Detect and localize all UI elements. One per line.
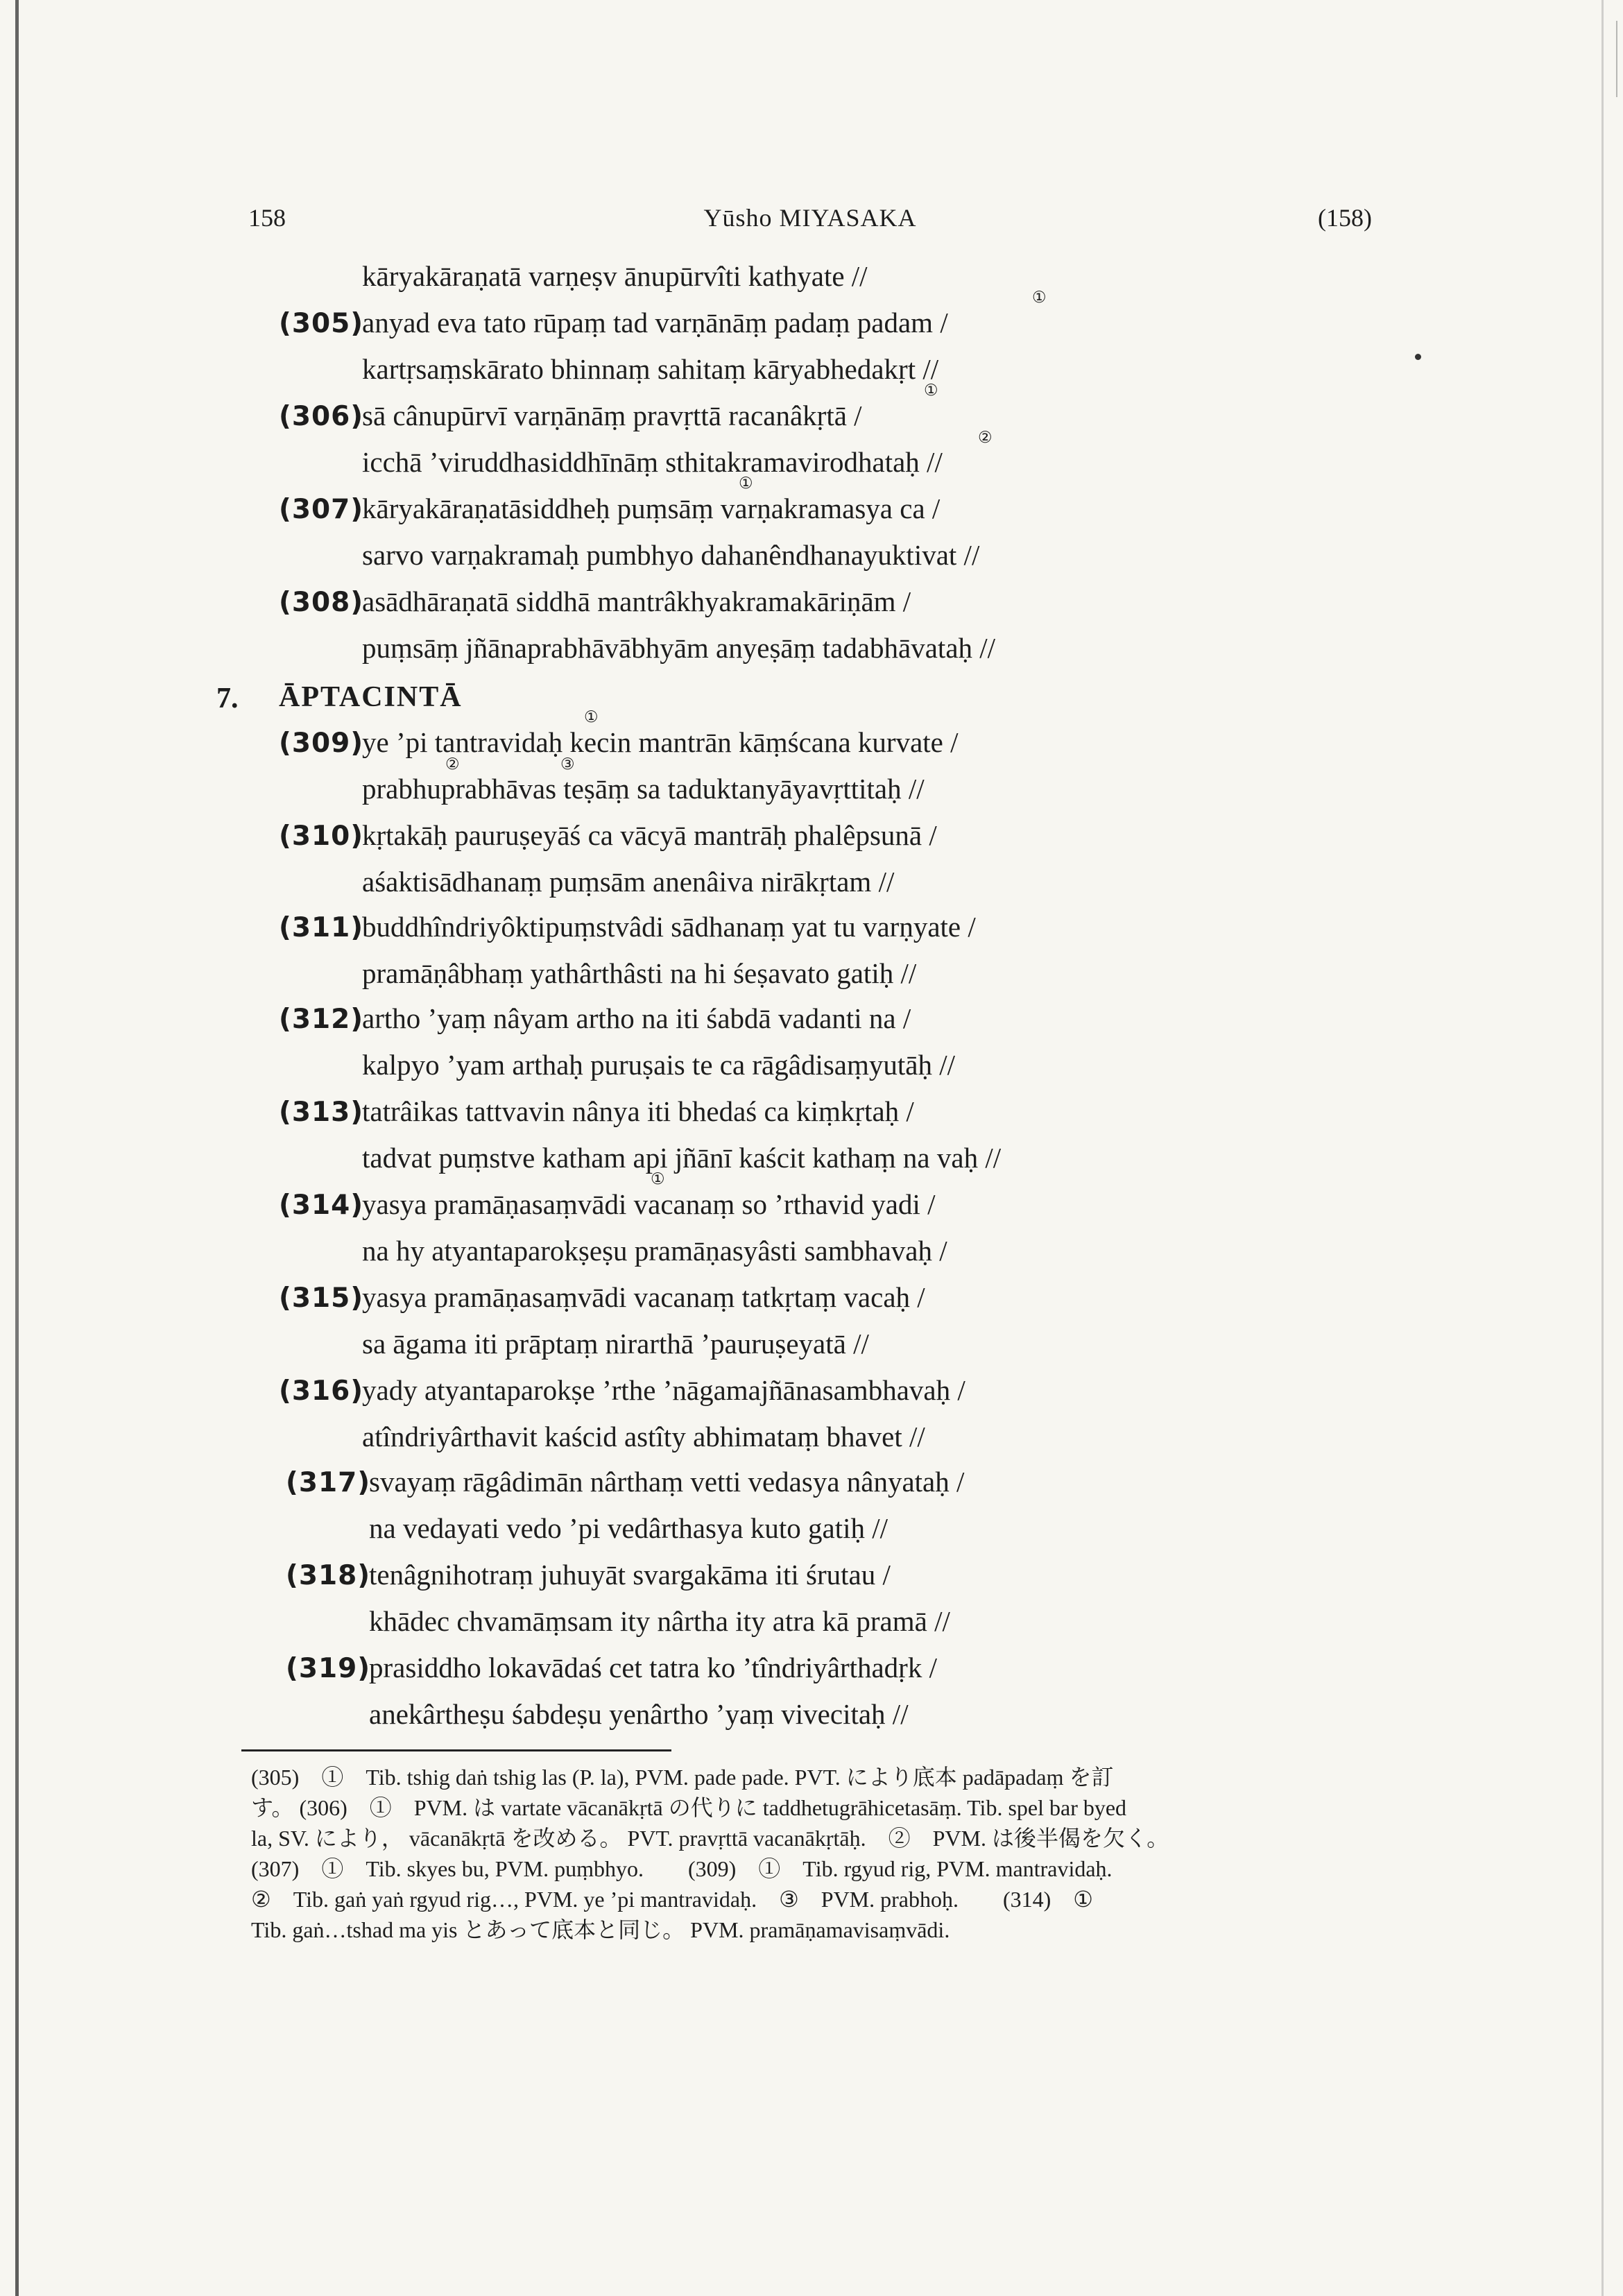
verse-number: (313) xyxy=(279,1097,364,1128)
verse-line-b: prabhuprabhāvas teṣāṃ sa taduktanyāyavṛttitaḥ // xyxy=(362,773,925,805)
page-number: 158 xyxy=(248,204,286,232)
verse-line-b: anekârtheṣu śabdeṣu yenârtho ’yaṃ vivecitaḥ // xyxy=(369,1698,909,1730)
verse-number: (305) xyxy=(279,308,364,339)
verse-number: (318) xyxy=(286,1560,371,1591)
verse-line-b: aśaktisādhanaṃ puṃsām anenâiva nirākṛtam // xyxy=(362,866,895,898)
verse-line-b: tadvat puṃstve katham api jñānī kaścit kathaṃ na vaḥ // xyxy=(362,1142,1002,1174)
author-name: Yūsho MIYASAKA xyxy=(703,204,917,232)
footnote-mark: ② xyxy=(978,429,993,447)
footnote-mark: ① xyxy=(584,708,599,726)
footnote-mark: ① xyxy=(651,1170,665,1188)
verse-number: (314) xyxy=(279,1190,364,1221)
verse-line-b: na vedayati vedo ’pi vedârthasya kuto gatiḥ // xyxy=(369,1512,888,1544)
footnote-mark: ① xyxy=(924,382,938,400)
verse-number: (317) xyxy=(286,1467,371,1498)
verse-number: (311) xyxy=(279,912,364,943)
footnote-line: ② Tib. gaṅ yaṅ rgyud rig…, PVM. ye ’pi mantravidaḥ. ③ PVM. prabhoḥ. (314) ① xyxy=(251,1887,1093,1912)
scan-binding-edge xyxy=(15,0,19,2296)
footnote-mark: ③ xyxy=(560,755,575,773)
verse-line-a: yasya pramāṇasaṃvādi vacanaṃ so ’rthavid yadi / xyxy=(362,1188,936,1220)
verse-number: (316) xyxy=(279,1376,364,1407)
footnote-line: (307) ① Tib. skyes bu, PVM. puṃbhyo. (309) ① Tib. rgyud rig, PVM. mantravidaḥ. xyxy=(251,1856,1113,1881)
footnote-rule xyxy=(241,1749,671,1751)
verse-line-b: khādec chvamāṃsam ity nârtha ity atra kā pramā // xyxy=(369,1605,950,1637)
scan-speck xyxy=(1415,354,1421,360)
footnote-line: (305) ① Tib. tshig daṅ tshig las (P. la), PVM. pade pade. PVT. により底本 padāpadaṃ を訂 xyxy=(251,1765,1114,1790)
verse-line-b: pramāṇâbhaṃ yathârthâsti na hi śeṣavato gatiḥ // xyxy=(362,957,917,989)
verse-line-b: kartṛsaṃskārato bhinnaṃ sahitaṃ kāryabhedakṛt // xyxy=(362,353,939,385)
verse-number: (310) xyxy=(279,821,364,852)
verse-line-a: kāryakāraṇatāsiddheḥ puṃsāṃ varṇakramasya ca / xyxy=(362,492,941,524)
verse-line-a: ye ’pi tantravidaḥ kecin mantrān kāṃścana kurvate / xyxy=(362,726,959,758)
footnote-mark: ① xyxy=(1032,289,1047,307)
footnote-line: す。 (306) ① PVM. は vartate vācanākṛtā の代りに taddhetugrāhicetasāṃ. Tib. spel bar byed xyxy=(251,1795,1127,1820)
verse-line-a: sā cânupūrvī varṇānāṃ pravṛttā racanâkṛtā / xyxy=(362,400,862,431)
section-title: ĀPTACINTĀ xyxy=(279,681,463,713)
verse-number: (306) xyxy=(279,401,364,432)
footnote-mark: ① xyxy=(739,474,753,492)
verse-line-a: artho ’yaṃ nâyam artho na iti śabdā vadanti na / xyxy=(362,1002,911,1034)
verse-line-b: sarvo varṇakramaḥ pumbhyo dahanêndhanayuktivat // xyxy=(362,539,980,571)
scan-edge-mark xyxy=(1581,21,1617,97)
verse-line-a: kṛtakāḥ pauruṣeyāś ca vācyā mantrāḥ phalêpsunā / xyxy=(362,819,937,851)
verse-line-a: tatrâikas tattvavin nânya iti bhedaś ca kiṃkṛtaḥ / xyxy=(362,1095,914,1127)
verse-number: (312) xyxy=(279,1004,364,1035)
verse-line-a: buddhîndriyôktipuṃstvâdi sādhanaṃ yat tu varṇyate / xyxy=(362,911,976,943)
verse-number: (309) xyxy=(279,728,364,759)
verse-line-a: prasiddho lokavādaś cet tatra ko ’tîndriyârthadṛk / xyxy=(369,1652,937,1684)
verse-line-a: svayaṃ rāgâdimān nârthaṃ vetti vedasya nânyataḥ / xyxy=(369,1466,965,1498)
verse-line-b: puṃsāṃ jñānaprabhāvābhyām anyeṣāṃ tadabhāvataḥ // xyxy=(362,632,996,664)
verse-line-b: kalpyo ’yam arthaḥ puruṣais te ca rāgâdisaṃyutāḥ // xyxy=(362,1049,956,1081)
footnote-mark: ② xyxy=(445,755,460,773)
verse-number: (307) xyxy=(279,494,364,525)
opening-line: kāryakāraṇatā varṇeṣv ānupūrvîti kathyate // xyxy=(362,260,868,292)
verse-line-b: icchā ’viruddhasiddhīnāṃ sthitakramavirodhataḥ // xyxy=(362,446,943,478)
verse-line-a: yady atyantaparokṣe ’rthe ’nāgamajñānasambhavaḥ / xyxy=(362,1374,965,1406)
verse-line-b: atîndriyârthavit kaścid astîty abhimataṃ bhavet // xyxy=(362,1421,925,1453)
section-number: 7. xyxy=(216,683,239,714)
verse-line-a: yasya pramāṇasaṃvādi vacanaṃ tatkṛtaṃ vacaḥ / xyxy=(362,1281,925,1313)
verse-number: (319) xyxy=(286,1653,371,1684)
verse-number: (315) xyxy=(279,1283,364,1314)
verse-line-a: anyad eva tato rūpaṃ tad varṇānāṃ padaṃ padam / xyxy=(362,307,948,339)
footnote-line: la, SV. により， vācanākṛtā を改める。 PVT. pravṛttā vacanākṛtāḥ. ② PVM. は後半偈を欠く。 xyxy=(251,1826,1169,1851)
page-reference: (158) xyxy=(1318,204,1372,232)
verse-line-b: na hy atyantaparokṣeṣu pramāṇasyâsti sambhavaḥ / xyxy=(362,1235,947,1267)
scan-right-edge xyxy=(1601,0,1604,2296)
verse-line-a: asādhāraṇatā siddhā mantrâkhyakramakāriṇām / xyxy=(362,585,911,617)
running-head xyxy=(248,203,1372,238)
verse-line-a: tenâgnihotraṃ juhuyāt svargakāma iti śrutau / xyxy=(369,1559,891,1591)
verse-line-b: sa āgama iti prāptaṃ nirarthā ’pauruṣeyatā // xyxy=(362,1328,869,1360)
verse-number: (308) xyxy=(279,587,364,618)
footnote-line: Tib. gaṅ…tshad ma yis とあって底本と同じ。 PVM. pramāṇamavisaṃvādi. xyxy=(251,1917,950,1942)
